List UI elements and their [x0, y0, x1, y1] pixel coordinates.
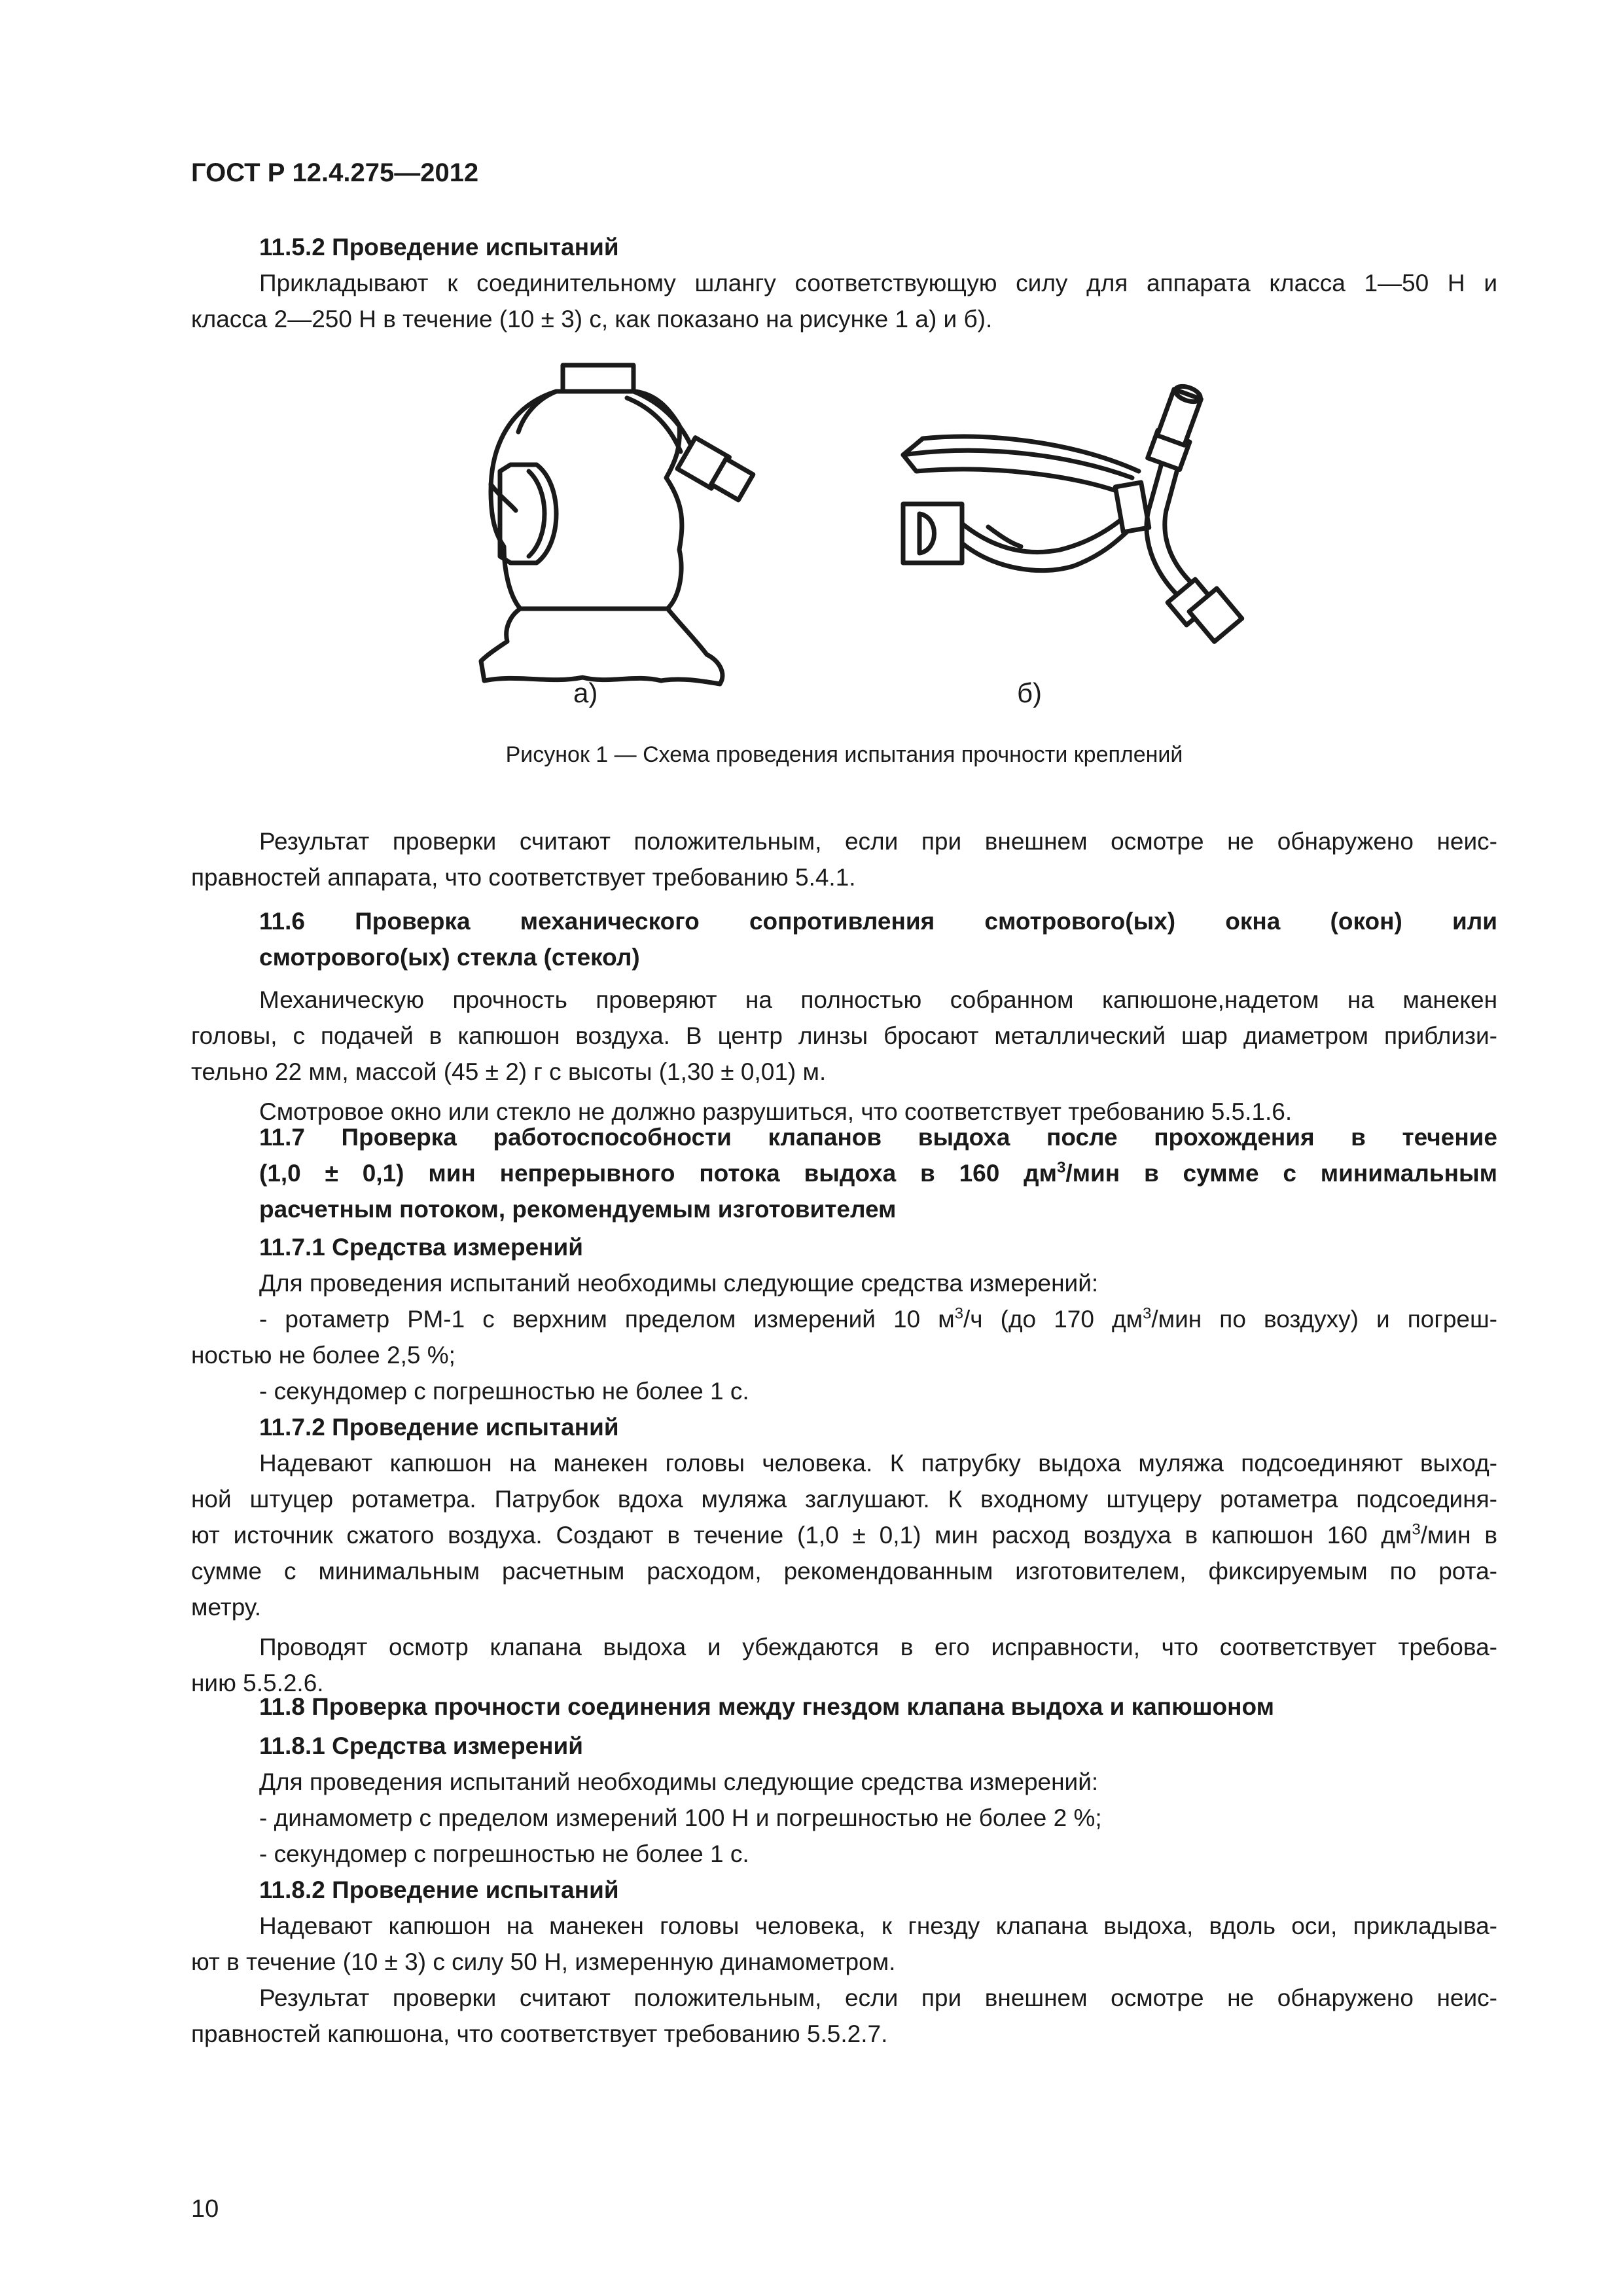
- paragraph-line: Для проведения испытаний необходимы следующие средства измерений:: [259, 1768, 1099, 1795]
- paragraph-line: правностей аппарата, что соответствует требованию 5.4.1.: [191, 864, 856, 891]
- section-heading: 11.7.2 Проведение испытаний: [259, 1414, 619, 1441]
- strap-hose-illustration: [890, 380, 1257, 655]
- list-item: - секундомер с погрешностью не более 1 с.: [259, 1840, 749, 1867]
- paragraph-line: Проводят осмотр клапана выдоха и убеждаются в его исправности, что соответствует требова-: [259, 1634, 1497, 1660]
- section-11-8: [191, 1689, 1497, 1725]
- section-11-8-1: [191, 1728, 1497, 1872]
- paragraph-line: Надевают капюшон на манекен головы человека. К патрубку выдоха муляжа подсоединяют выход-: [259, 1450, 1497, 1477]
- figure-label-a: а): [573, 677, 598, 708]
- section-heading: 11.8.1 Средства измерений: [259, 1732, 584, 1759]
- section-11-6: [191, 903, 1497, 1130]
- section-heading-line: 11.6 Проверка механического сопротивления смотрового(ых) окна (окон) или: [259, 908, 1497, 935]
- section-11-8-2: [191, 1872, 1497, 2052]
- section-11-5-2: [191, 229, 1497, 337]
- paragraph-line: сумме с минимальным расчетным расходом, рекомендованным изготовителем, фиксируемым по рота-: [191, 1558, 1497, 1585]
- paragraph-line: Результат проверки считают положительным, если при внешнем осмотре не обнаружено неис-: [259, 1984, 1497, 2011]
- section-heading: 11.8.2 Проведение испытаний: [259, 1876, 619, 1903]
- paragraph-line: ной штуцер ротаметра. Патрубок вдоха муляжа заглушают. К входному штуцеру ротаметра подсоединя-: [191, 1486, 1497, 1513]
- paragraph-line: ют источник сжатого воздуха. Создают в течение (1,0 ± 0,1) мин расход воздуха в капюшон 160 $дм^3$/мин в: [191, 1520, 1497, 1549]
- paragraph-line: нию 5.5.2.6.: [191, 1670, 324, 1696]
- paragraph-line: Механическую прочность проверяют на полностью собранном капюшоне,надетом на манекен: [259, 986, 1497, 1013]
- paragraph-line: головы, с подачей в капюшон воздуха. В центр линзы бросают металлический шар диаметром приблизи-: [191, 1022, 1497, 1049]
- paragraph-line: Результат проверки считают положительным, если при внешнем осмотре не обнаружено неис-: [259, 828, 1497, 855]
- document-header: ГОСТ Р 12.4.275—2012: [191, 158, 479, 187]
- page-number: 10: [191, 2195, 219, 2223]
- figure-caption: Рисунок 1 — Схема проведения испытания прочности креплений: [505, 742, 1183, 767]
- hood-illustration: [458, 353, 825, 694]
- paragraph-line: тельно 22 мм, массой (45 ± 2) г с высоты (1,30 ± 0,01) м.: [191, 1058, 827, 1085]
- section-heading-line: (1,0 ± 0,1) мин непрерывного потока выдоха в 160 $дм^3$/мин в сумме с минимальным: [259, 1158, 1497, 1187]
- section-heading: 11.5.2 Проведение испытаний: [259, 234, 619, 260]
- list-item: - ротаметр РМ-1 с верхним пределом измерений 10 $м^3/ч$ (до 170 $дм^3$/мин по воздуху) и погреш-: [259, 1304, 1498, 1333]
- section-11-7: [191, 1119, 1497, 1227]
- list-item: - секундомер с погрешностью не более 1 с.: [259, 1378, 749, 1405]
- section-11-7-2: [191, 1409, 1497, 1701]
- section-heading-line: расчетным потоком, рекомендуемым изготовителем: [259, 1196, 897, 1223]
- figure-label-b: б): [1017, 677, 1043, 708]
- paragraph-line: Смотровое окно или стекло не должно разрушиться, что соответствует требованию 5.5.1.6.: [259, 1098, 1293, 1125]
- result-paragraph: [191, 823, 1497, 895]
- paragraph-line: Прикладывают к соединительному шлангу соответствующую силу для аппарата класса 1—50 Н и: [259, 270, 1497, 296]
- paragraph-line: Для проведения испытаний необходимы следующие средства измерений:: [259, 1270, 1099, 1297]
- paragraph-line: метру.: [191, 1594, 261, 1621]
- paragraph-line: Надевают капюшон на манекен головы человека, к гнезду клапана выдоха, вдоль оси, прикладыва-: [259, 1912, 1497, 1939]
- paragraph-line: правностей капюшона, что соответствует требованию 5.5.2.7.: [191, 2020, 888, 2047]
- list-item: - динамометр с пределом измерений 100 Н и погрешностью не более 2 %;: [259, 1804, 1102, 1831]
- section-heading-line: смотрового(ых) стекла (стекол): [259, 944, 640, 971]
- section-heading: 11.8 Проверка прочности соединения между гнездом клапана выдоха и капюшоном: [259, 1693, 1274, 1720]
- section-heading: 11.7.1 Средства измерений: [259, 1234, 584, 1261]
- paragraph-line: класса 2—250 Н в течение (10 ± 3) с, как показано на рисунке 1 а) и б).: [191, 306, 993, 332]
- paragraph-line: ют в течение (10 ± 3) с силу 50 Н, измеренную динамометром.: [191, 1948, 896, 1975]
- list-item-continuation: ностью не более 2,5 %;: [191, 1342, 455, 1369]
- section-heading-line: 11.7 Проверка работоспособности клапанов выдоха после прохождения в течение: [259, 1124, 1497, 1151]
- section-11-7-1: [191, 1229, 1497, 1409]
